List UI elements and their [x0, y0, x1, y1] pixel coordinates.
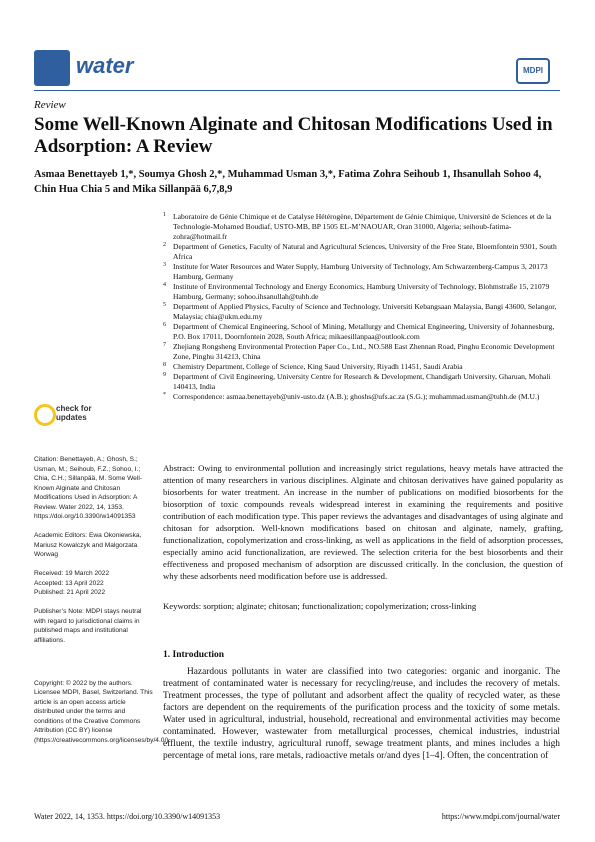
authors: Asmaa Benettayeb 1,*, Soumya Ghosh 2,*, Muhammad Usman 3,*, Fatima Zohra Seihoub 1, Ihsanullah Sohoo 4, Chin Hua Chia 5 and Mika Sillanpää 6,7,8,9	[34, 169, 542, 195]
copyright: Copyright: © 2022 by the authors. Licensee MDPI, Basel, Switzerland. This article is an open access article distributed under the terms and conditions of the Creative Commons Attribution (CC BY) license (https://creativecommons.org/licenses/by/4.0/).	[34, 679, 171, 744]
check-icon	[34, 404, 56, 426]
intro-paragraph: Hazardous pollutants in water are classified into two categories: organic and inorganic. The treatment of contaminated water is necessary for recycling/reuse, and includes the recovery of metals. Treatment processes, the type of pollutant and adsorbent affect the quality of recycled water, as these factors are dependent on the requirements of the purification process and the toxicity of some metals. Water used in agricultural, industrial, household, recreational and environmental activities may become contaminated. However, wastewater from metallurgical processes, chemical industries, industrial effluent, the textile industry, agricultural runoff, sewage treatment plants, and mines includes a high percentage of metal ions, rare metals, radioactive metals or/and dyes [1–4]. Often, the concentration of	[163, 667, 560, 761]
affiliation: 3 Institute for Water Resources and Water Supply, Hamburg University of Technology, Am Schwarzenberg-Campus 3, 20173 Hamburg, Germany	[163, 262, 548, 281]
affiliation: 5 Department of Applied Physics, Faculty of Science and Technology, Universiti Kebangsaan Malaysia, Bangi 43600, Selangor, Malaysia; chia@ukm.edu.my	[163, 302, 557, 321]
abstract: Abstract: Owing to environmental pollution and increasingly strict regulations, heavy metals have attracted the attention of many researchers in various disciplines. Alginate and chitosan derivatives have gained popularity as biosorbents for water treatment. An increase in the number of publications on modified biosorbents for the biosorption of toxic compounds reveals widespread interest in examining the requirements and positive contribution of each modification type. This paper reviews the advantages and disadvantages of using alginate and chitosan for adsorption. Well-known modifications based on chitosan and alginate, namely, grafting, functionalization, copolymerization and cross-linking, as well as applications in the field of adsorption processes, especially amino acid functionalization, are reviewed. The selection criteria for the best biosorbents and their effectiveness and proposed mechanism of adsorption are discussed critically. In the conclusion, the question of why these adsorbents need modification before use is addressed.	[163, 463, 563, 581]
publisher-logo: MDPI	[516, 58, 550, 84]
sidebar-info	[34, 455, 171, 745]
article-title: Some Well-Known Alginate and Chitosan Modifications Used in Adsorption: A Review	[34, 114, 553, 157]
footer-citation: Water 2022, 14, 1353. https://doi.org/10.3390/w14091353	[34, 812, 221, 821]
affiliation: 2 Department of Genetics, Faculty of Natural and Agricultural Sciences, University of the Free State, Bloemfontein 9301, South Africa	[163, 242, 557, 261]
received-date: Received: 19 March 2022	[34, 570, 110, 577]
keywords: Keywords: sorption; alginate; chitosan; functionalization; copolymerization; cross-linking	[163, 601, 477, 611]
footer	[34, 812, 560, 821]
affiliation: 8 Chemistry Department, College of Science, King Saud University, Riyadh 11451, Saudi Arabia	[163, 362, 463, 371]
section-title: 1. Introduction	[163, 650, 225, 660]
editors: Academic Editors: Ewa Okoniewska, Mariusz Kowalczyk and Malgorzata Worwag	[34, 532, 142, 558]
affiliation: 1 Laboratoire de Génie Chimique et de Catalyse Hétérogène, Département de Génie Chimique, Université de Sciences et de la Technologie-Mohamed Boudiaf, USTO-MB, BP 1505 EL-M’NAOUAR, Oran 31000, Algeria; seihoub-fatima-zohra@hotmail.fr	[163, 212, 552, 241]
header-rule	[34, 90, 560, 91]
journal-name: water	[76, 53, 134, 78]
affiliation: 6 Department of Chemical Engineering, School of Mining, Metallurgy and Chemical Engineering, University of Johannesburg, P.O. Box 17011, Doornfontein 2028, South Africa; mikaesillanpaa@outlook.com	[163, 322, 555, 341]
accepted-date: Accepted: 13 April 2022	[34, 579, 104, 587]
published-date: Published: 21 April 2022	[34, 589, 106, 596]
affiliation: 9 Department of Civil Engineering, University Centre for Research & Development, Chandigarh University, Gharuan, Mohali 140413, India	[163, 372, 551, 391]
publisher-note: Publisher’s Note: MDPI stays neutral with regard to jurisdictional claims in published maps and institutional affiliations.	[34, 608, 142, 644]
affiliation: 4 Institute of Environmental Technology and Energy Economics, Hamburg University of Technology, Blohmstraße 15, 21079 Hamburg, Germany; sohoo.ihsanullah@tuhh.de	[163, 282, 550, 301]
footer-url[interactable]: https://www.mdpi.com/journal/water	[441, 812, 560, 821]
citation: Citation: Benettayeb, A.; Ghosh, S.; Usman, M.; Seihoub, F.Z.; Sohoo, I.; Chia, C.H.; Sillanpää, M. Some Well-Known Alginate and Chitosan Modifications Used in Adsorption: A Review. Water 2022, 14, 1353. https://doi.org/10.3390/w14091353	[34, 456, 142, 520]
cc-license-icon	[34, 655, 154, 679]
affiliations	[163, 212, 563, 402]
affiliation: 7 Zhejiang Rongsheng Environmental Protection Paper Co., Ltd., NO.588 East Zhennan Road, Pinghu Economic Development Zone, Pinghu 314213, China	[163, 342, 555, 361]
article-type: Review	[34, 99, 66, 111]
correspondence: * Correspondence: asmaa.benettayeb@univ-usto.dz (A.B.); ghoshs@ufs.ac.za (S.G.); muhammad.usman@tuhh.de (M.U.)	[163, 392, 540, 401]
journal-logo	[34, 50, 70, 86]
